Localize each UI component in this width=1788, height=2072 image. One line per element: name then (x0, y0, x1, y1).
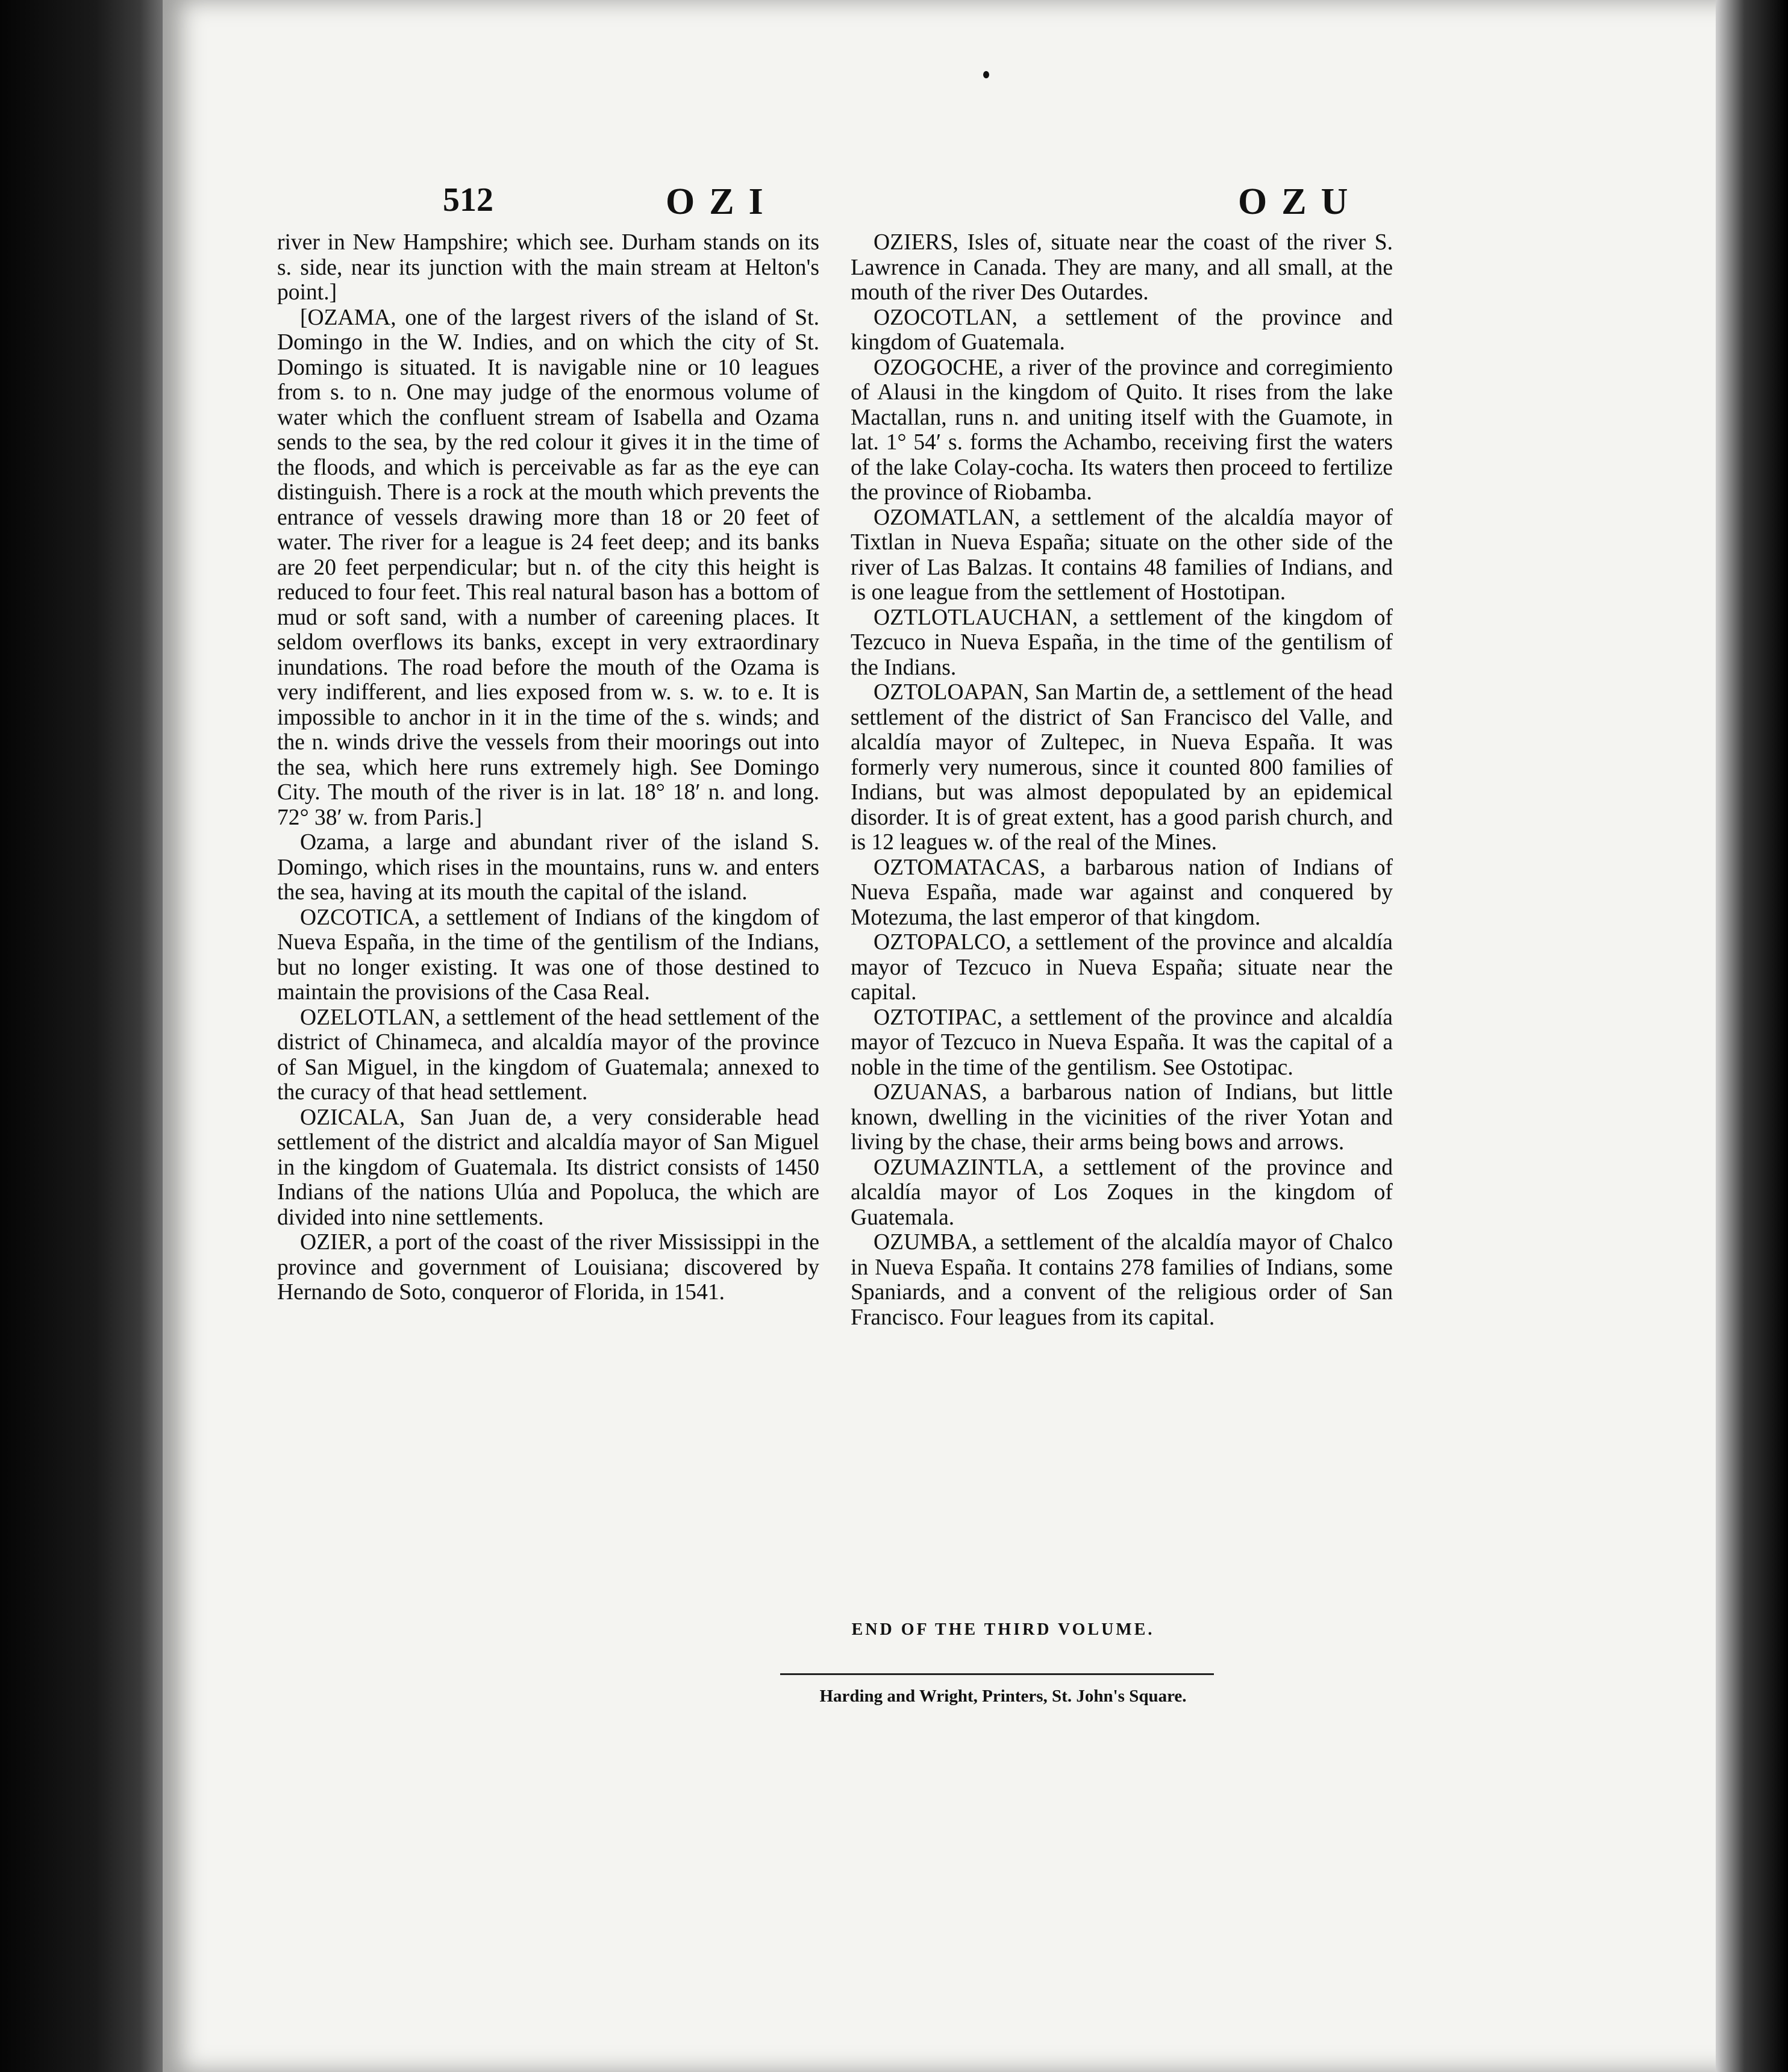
entry-paragraph: OZTOTIPAC, a settlement of the province and alcaldía mayor of Tezcuco in Nueva España. It was the capital of a noble in the time of the gentilism. See Ostotipac. (851, 1005, 1393, 1080)
entry-paragraph: OZIER, a port of the coast of the river Mississippi in the province and government of Louisiana; discovered by Hernando de Soto, conqueror of Florida, in 1541. (277, 1230, 819, 1305)
entry-paragraph: OZCOTICA, a settlement of Indians of the kingdom of Nueva España, in the time of the gentilism of the Indians, but no longer existing. It was one of those destined to maintain the provisions of the Casa Real. (277, 905, 819, 1005)
right-column (851, 230, 1393, 1330)
entry-paragraph: OZIERS, Isles of, situate near the coast of the river S. Lawrence in Canada. They are many, and all small, at the mouth of the river Des Outardes. (851, 230, 1393, 305)
entry-paragraph: OZICALA, San Juan de, a very considerable head settlement of the district and alcaldía mayor of San Miguel in the kingdom of Guatemala. Its district consists of 1450 Indians of the nations Ulúa and Popoluca, the which are divided into nine settlements. (277, 1105, 819, 1230)
entry-paragraph: OZOMATLAN, a settlement of the alcaldía mayor of Tixtlan in Nueva España; situate on the other side of the river of Las Balzas. It contains 48 families of Indians, and is one league from the settlement of Hostotipan. (851, 505, 1393, 605)
scan-dark-margin-right (1716, 0, 1788, 2072)
end-of-volume-notice: END OF THE THIRD VOLUME. (851, 1620, 1155, 1639)
entry-paragraph: OZTLOTLAUCHAN, a settlement of the kingdom of Tezcuco in Nueva España, in the time of the gentilism of the Indians. (851, 605, 1393, 680)
left-column (277, 230, 819, 1305)
running-head-left: OZI (666, 181, 778, 222)
running-head-right: OZU (1238, 181, 1363, 222)
entry-paragraph: OZOGOCHE, a river of the province and corregimiento of Alausi in the kingdom of Quito. It rises from the lake Mactallan, runs n. and uniting itself with the Guamote, in lat. 1° 54′ s. forms the Achambo, receiving first the waters of the lake Colay-cocha. Its waters then proceed to fertilize the province of Riobamba. (851, 355, 1393, 505)
entry-paragraph: OZTOMATACAS, a barbarous nation of Indians of Nueva España, made war against and conquered by Motezuma, the last emperor of that kingdom. (851, 855, 1393, 930)
entry-paragraph: [OZAMA, one of the largest rivers of the island of St. Domingo in the W. Indies, and on which the city of St. Domingo is situated. It is navigable nine or 10 leagues from s. to n. One may judge of the enormous volume of water which the confluent stream of Isabella and Ozama sends to the sea, by the red colour it gives it in the time of the floods, and which is perceivable as far as the eye can distinguish. There is a rock at the mouth which prevents the entrance of vessels drawing more than 18 or 20 feet of water. The river for a league is 24 feet deep; and its banks are 20 feet perpendicular; but n. of the city this height is reduced to four feet. This real natural bason has a bottom of mud or soft sand, with a number of careening places. It seldom overflows its banks, except in very extraordinary inundations. The road before the mouth of the Ozama is very indifferent, and lies exposed from w. s. w. to e. It is impossible to anchor in it in the time of the s. winds; and the n. winds drive the vessels from their moorings out into the sea, which here runs extremely high. See Domingo City. The mouth of the river is in lat. 18° 18′ n. and long. 72° 38′ w. from Paris.] (277, 305, 819, 830)
page-mark-dot (983, 71, 989, 78)
entry-paragraph: OZTOLOAPAN, San Martin de, a settlement of the head settlement of the district of San Francisco del Valle, and alcaldía mayor of Zultepec, in Nueva España. It was formerly very numerous, since it counted 800 families of Indians, but was almost depopulated by an epidemical disorder. It is of great extent, has a good parish church, and is 12 leagues w. of the real of the Mines. (851, 680, 1393, 855)
scan-dark-margin-left (0, 0, 175, 2072)
footer-rule (780, 1673, 1214, 1675)
entry-paragraph: OZELOTLAN, a settlement of the head settlement of the district of Chinameca, and alcaldía mayor of the province of San Miguel, in the kingdom of Guatemala; annexed to the curacy of that head settlement. (277, 1005, 819, 1105)
page-number: 512 (443, 181, 493, 219)
page-header (443, 181, 1563, 229)
entry-paragraph: OZTOPALCO, a settlement of the province and alcaldía mayor of Tezcuco in Nueva España; situate near the capital. (851, 930, 1393, 1005)
entry-paragraph: OZUMAZINTLA, a settlement of the province and alcaldía mayor of Los Zoques in the kingdom of Guatemala. (851, 1155, 1393, 1230)
entry-paragraph: OZUMBA, a settlement of the alcaldía mayor of Chalco in Nueva España. It contains 278 families of Indians, some Spaniards, and a convent of the religious order of San Francisco. Four leagues from its capital. (851, 1230, 1393, 1330)
entry-paragraph: river in New Hampshire; which see. Durham stands on its s. side, near its junction with the main stream at Helton's point.] (277, 230, 819, 305)
entry-paragraph: OZOCOTLAN, a settlement of the province and kingdom of Guatemala. (851, 305, 1393, 355)
entry-paragraph: Ozama, a large and abundant river of the island S. Domingo, which rises in the mountains, runs w. and enters the sea, having at its mouth the capital of the island. (277, 830, 819, 905)
entry-paragraph: OZUANAS, a barbarous nation of Indians, but little known, dwelling in the vicinities of the river Yotan and living by the chase, their arms being bows and arrows. (851, 1080, 1393, 1155)
printers-imprint: Harding and Wright, Printers, St. John's Square. (819, 1687, 1187, 1706)
